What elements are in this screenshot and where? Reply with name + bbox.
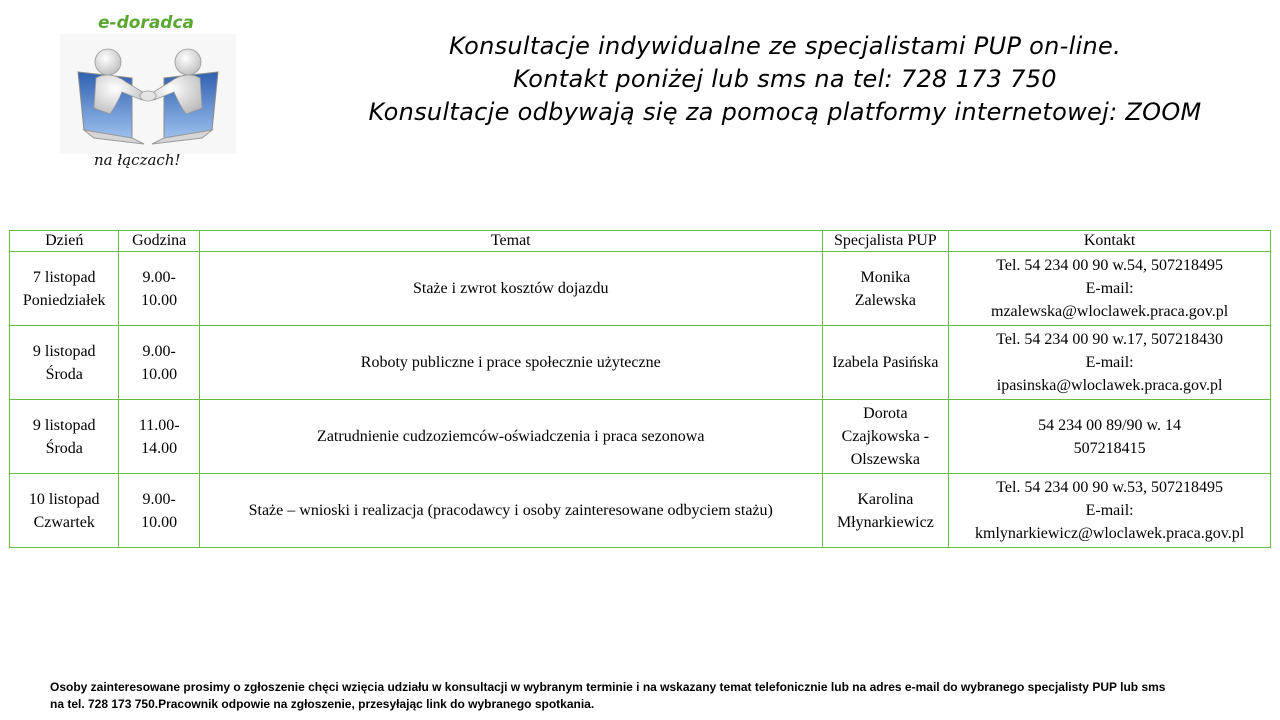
hour-end: 10.00 [141,365,178,383]
cell-specialist [822,474,949,548]
specialist-name-line: Młynarkiewicz [836,513,934,531]
hour-start: 9.00- [142,342,176,360]
cell-contact [949,326,1271,400]
day-weekday: Środa [45,439,83,457]
header-day: Dzień [10,231,119,252]
specialist-name-line: Izabela Pasińska [832,354,939,371]
cell-day [10,474,119,548]
specialist-name-line: Zalewska [854,291,917,309]
day-date: 9 listopad [32,342,96,360]
header-contact: Kontakt [949,231,1271,252]
logo-title: e-doradca [98,13,195,33]
specialist-name-line: Olszewska [850,451,921,468]
day-weekday: Poniedziałek [22,291,106,309]
cell-hour [119,252,199,326]
table-row [10,474,1271,548]
hour-end: 14.00 [141,439,178,457]
specialist-name-line: Karolina [857,490,914,508]
hour-end: 10.00 [141,513,178,531]
cell-topic: Staże i zwrot kosztów dojazdu [199,252,822,326]
cell-contact [949,252,1271,326]
header-specialist: Specjalista PUP [822,231,949,252]
e-doradca-logo [60,8,236,178]
cell-hour [119,400,199,474]
day-date: 7 listopad [32,268,96,286]
specialist-name-line: Monika [860,268,911,286]
contact-phone: Tel. 54 234 00 90 w.53, 507218495 [996,479,1223,496]
headline-line-3: Konsultacje odbywają się za pomocą platformy internetowej: ZOOM [368,98,1202,126]
cell-topic: Staże – wnioski i realizacja (pracodawcy i osoby zainteresowane odbyciem stażu) [199,474,822,548]
hour-end: 10.00 [141,291,178,309]
hour-start: 9.00- [142,268,176,286]
headline [290,30,1280,129]
cell-contact [949,474,1271,548]
hour-start: 11.00- [138,416,180,434]
cell-specialist [822,252,949,326]
day-weekday: Czwartek [33,513,95,531]
cell-contact [949,400,1271,474]
contact-phone: Tel. 54 234 00 90 w.17, 507218430 [996,331,1223,348]
cell-topic: Roboty publiczne i prace społecznie użyteczne [199,326,822,400]
table-row [10,326,1271,400]
hour-start: 9.00- [142,490,176,508]
cell-hour [119,474,199,548]
contact-email-label: E-mail: [1085,280,1134,297]
cell-hour [119,326,199,400]
contact-mobile: 507218415 [1073,439,1146,457]
day-date: 9 listopad [32,416,96,434]
cell-specialist [822,326,949,400]
contact-email-label: E-mail: [1085,354,1134,371]
header-hour: Godzina [119,231,199,252]
header-topic: Temat [199,231,822,252]
cell-day [10,400,119,474]
contact-phone: Tel. 54 234 00 90 w.54, 507218495 [996,257,1223,274]
cell-day [10,252,119,326]
contact-phone: 54 234 00 89/90 w. 14 [1038,416,1182,434]
headline-line-2: Kontakt poniżej lub sms na tel: 728 173 750 [513,65,1057,93]
day-weekday: Środa [45,365,83,383]
table-row [10,400,1271,474]
day-date: 10 listopad [28,490,100,508]
cell-specialist [822,400,949,474]
footer-note [50,679,1265,713]
headline-line-1: Konsultacje indywidualne ze specjalistami PUP on-line. [448,32,1122,60]
specialist-name-line: Dorota [863,405,908,422]
handshake-laptops-illustration [60,34,236,154]
contact-email[interactable]: mzalewska@wloclawek.praca.gov.pl [991,303,1229,320]
cell-topic: Zatrudnienie cudzoziemców-oświadczenia i praca sezonowa [199,400,822,474]
specialist-name-line: Czajkowska - [841,428,930,445]
cell-day [10,326,119,400]
footer-line-2: na tel. 728 173 750.Pracownik odpowie na zgłoszenie, przesyłając link do wybranego spotkania. [50,697,595,711]
table-header-row [10,231,1271,252]
contact-email[interactable]: kmlynarkiewicz@wloclawek.praca.gov.pl [975,525,1245,542]
table-row [10,252,1271,326]
contact-email-label: E-mail: [1085,502,1134,519]
logo-caption: na łączach! [94,151,181,169]
footer-line-1: Osoby zainteresowane prosimy o zgłoszenie chęci wzięcia udziału w konsultacji w wybranym terminie i na wskazany temat telefonicznie lub na adres e-mail do wybranego specjalisty PUP lub sms [50,680,1166,694]
consultation-schedule-table [9,230,1271,548]
contact-email[interactable]: ipasinska@wloclawek.praca.gov.pl [996,377,1223,394]
